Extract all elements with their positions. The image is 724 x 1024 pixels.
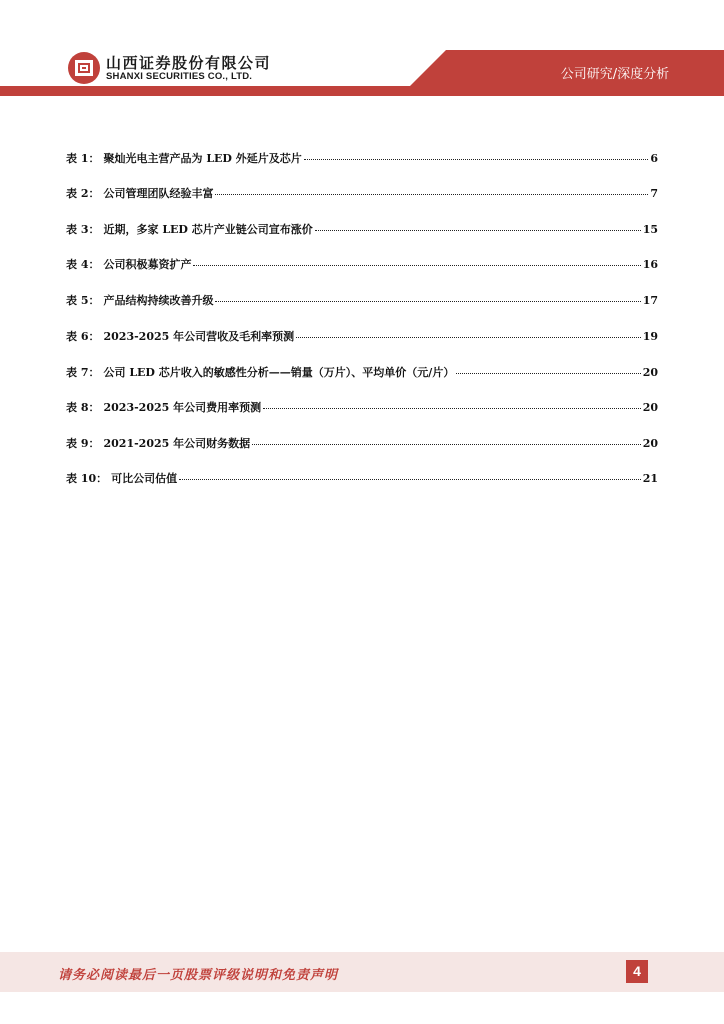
toc-entry-label: 表 7： <box>66 366 100 379</box>
toc-entry-label: 表 9： <box>66 437 100 450</box>
toc-entry-page: 20 <box>642 366 658 379</box>
toc-entry-title: 公司积极募资扩产 <box>103 258 192 271</box>
toc-entry-page: 19 <box>642 330 658 343</box>
toc-entry-title: 可比公司估值 <box>111 472 178 485</box>
toc-entry-label: 表 1： <box>66 152 100 165</box>
toc-leader-dots <box>296 336 641 338</box>
company-name-cn: 山西证券股份有限公司 <box>106 54 272 72</box>
toc-entry[interactable] <box>66 364 658 380</box>
toc-entry-label: 表 8： <box>66 401 100 414</box>
toc-entry[interactable] <box>66 328 658 344</box>
toc-leader-dots <box>215 300 640 302</box>
toc-leader-dots <box>193 264 640 266</box>
toc-entry-label: 表 4： <box>66 258 100 271</box>
toc-entry-title: 公司 LED 芯片收入的敏感性分析——销量（万片）、平均单价（元/片） <box>103 366 455 379</box>
toc-entry-label: 表 5： <box>66 294 100 307</box>
toc-entry-page: 20 <box>642 401 658 414</box>
toc-entry[interactable] <box>66 470 658 486</box>
toc-entry[interactable] <box>66 221 658 237</box>
toc-entry-title: 聚灿光电主营产品为 LED 外延片及芯片 <box>103 152 302 165</box>
shanxi-securities-logo-icon <box>67 51 101 85</box>
toc-leader-dots <box>456 372 640 374</box>
toc-entry-page: 17 <box>642 294 658 307</box>
toc-entry-title: 产品结构持续改善升级 <box>103 294 214 307</box>
toc-entry-page: 16 <box>642 258 658 271</box>
toc-entry-title: 近期，多家 LED 芯片产业链公司宣布涨价 <box>103 223 313 236</box>
toc-entry-title: 公司管理团队经验丰富 <box>103 187 214 200</box>
toc-leader-dots <box>304 158 649 160</box>
toc-leader-dots <box>315 229 641 231</box>
toc-entry[interactable] <box>66 292 658 308</box>
toc-entry-page: 20 <box>642 437 658 450</box>
toc-leader-dots <box>263 407 641 409</box>
section-label: 公司研究/深度分析 <box>560 67 670 82</box>
toc-entry[interactable] <box>66 399 658 415</box>
disclaimer-text: 请务必阅读最后一页股票评级说明和免责声明 <box>58 968 339 983</box>
toc-entry-page: 7 <box>650 187 658 200</box>
toc-entry[interactable] <box>66 256 658 272</box>
toc-leader-dots <box>215 193 648 195</box>
toc-entry-label: 表 2： <box>66 187 100 200</box>
toc-entry[interactable] <box>66 185 658 201</box>
toc-entry-label: 表 10： <box>66 472 108 485</box>
toc-entry-page: 21 <box>642 472 658 485</box>
toc-entry-page: 6 <box>650 152 658 165</box>
company-name-en: SHANXI SECURITIES CO., LTD. <box>106 71 253 82</box>
toc-leader-dots <box>252 443 641 445</box>
toc-entry-page: 15 <box>642 223 658 236</box>
toc-entry-label: 表 3： <box>66 223 100 236</box>
toc-entry-title: 2023-2025 年公司费用率预测 <box>103 401 262 414</box>
page-header <box>0 0 724 96</box>
page-footer <box>0 952 724 992</box>
toc-leader-dots <box>179 478 641 480</box>
page-number-badge: 4 <box>626 960 648 983</box>
toc-entry-label: 表 6： <box>66 330 100 343</box>
toc-entry[interactable] <box>66 150 658 166</box>
toc-entry[interactable] <box>66 435 658 451</box>
toc-entry-title: 2021-2025 年公司财务数据 <box>103 437 251 450</box>
toc-entry-title: 2023-2025 年公司营收及毛利率预测 <box>103 330 295 343</box>
